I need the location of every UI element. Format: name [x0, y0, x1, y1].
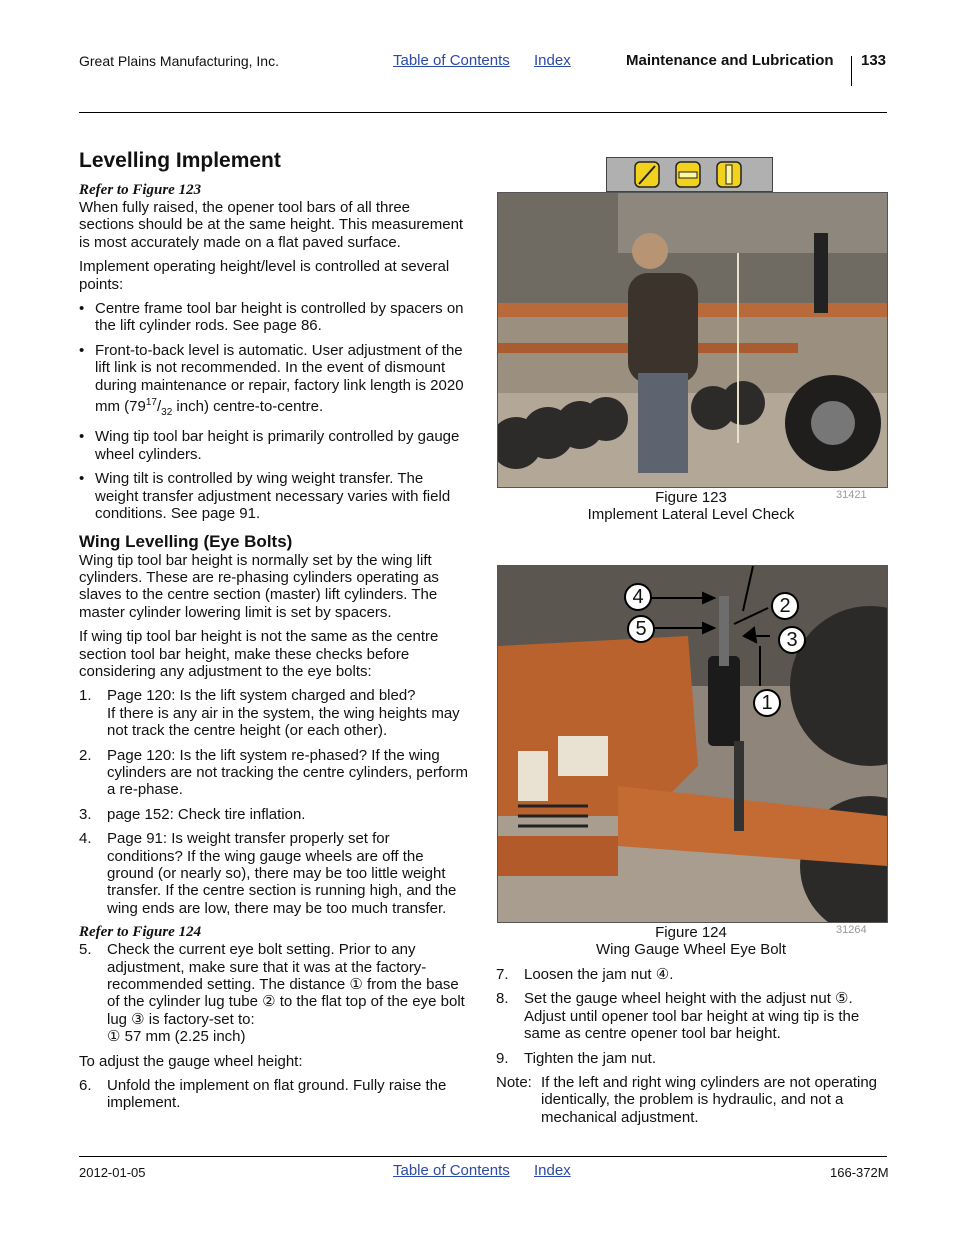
section-title: Levelling Implement [79, 149, 281, 172]
figure-123-photo [497, 192, 888, 488]
subsection-title: Wing Levelling (Eye Bolts) [79, 531, 293, 551]
list-item: 1. Page 120: Is the lift system charged and bled? If there is any air in the system, the wing heights may not track the centre height (or each other). [79, 687, 460, 740]
footer-doc-id: 166-372M [830, 1165, 889, 1180]
list-item: 4. Page 91: Is weight transfer properly set for conditions? If the wing gauge wheels are off the ground (or nearly so), there may be too little weight transfer. If the centre section is running high, and the wing ends are low, there may be too much transfer. [79, 830, 457, 917]
list-item: 8. Set the gauge wheel height with the adjust nut ⑤. Adjust until opener tool bar height at wing tip is the same as centre opener tool bar height. [496, 990, 860, 1043]
list-item: 6. Unfold the implement on flat ground. Fully raise the implement. [79, 1077, 447, 1112]
paragraph-4: If wing tip tool bar height is not the same as the centre section tool bar height, make these checks before considering any adjustment to the eye bolts: [79, 628, 439, 680]
figure-123-number: Figure 123 [655, 489, 727, 506]
header-index-link[interactable]: Index [534, 52, 571, 69]
page-number: 133 [861, 52, 887, 69]
header-rule [79, 112, 887, 113]
header-section: Maintenance and Lubrication [626, 52, 834, 69]
paragraph-2: Implement operating height/level is controlled at several points: [79, 258, 450, 293]
callout-3: 3 [778, 626, 806, 654]
footer-rule [79, 1156, 887, 1157]
bullet-list [79, 300, 469, 522]
vertical-level-icon [717, 162, 741, 187]
list-item: 3. page 152: Check tire inflation. [79, 805, 306, 823]
callout-5: 5 [627, 615, 655, 643]
figure-123-id: 31421 [836, 489, 867, 501]
check-list [79, 687, 469, 917]
footer-index-link[interactable]: Index [534, 1162, 571, 1179]
figure-124-photo [497, 565, 888, 923]
list-item: 7. Loosen the jam nut ④. [496, 966, 674, 983]
adjust-list [79, 941, 469, 1045]
factory-setting-value: ① 57 mm (2.25 inch) [107, 1028, 246, 1046]
right-steps [496, 966, 888, 1126]
paragraph-1: When fully raised, the opener tool bars of all three sections should be at the same height. This measurement is most accurately made on a flat paved surface. [79, 199, 464, 251]
callout-2: 2 [771, 592, 799, 620]
adjust-list-2 [79, 1077, 469, 1112]
footer-date: 2012-01-05 [79, 1165, 146, 1180]
list-item: 5. Check the current eye bolt setting. Prior to any adjustment, make sure that it was at the factory-recommended setting. The distance ① from the base of the cylinder lug tube ② to the flat top of the eye bolt lug ③ is factory-set to: ① 57 mm (2.25 inch) [79, 941, 465, 1046]
header-divider [851, 56, 852, 86]
left-column [79, 149, 469, 1119]
bullet-item: • Front-to-back level is automatic. User adjustment of the lift link is not recommended. In the event of dismount during maintenance or repair, factory link length is 2020 mm ($79^{17}/_{32}$ inch) centre-to-centre. [79, 342, 469, 422]
callout-1: 1 [753, 689, 781, 717]
paragraph-5: To adjust the gauge wheel height: [79, 1052, 303, 1070]
tilted-level-icon [635, 162, 659, 187]
figure-124-number: Figure 124 [655, 924, 727, 941]
note-text: If the left and right wing cylinders are not operating identically, the problem is hydraulic, and not a mechanical adjustment. [541, 1074, 878, 1126]
fraction-numerator: 17 [145, 397, 157, 409]
note [496, 1074, 888, 1126]
ref-figure-124: Refer to Figure 124 [79, 924, 202, 941]
bullet-item: • Wing tilt is controlled by wing weight transfer. The weight transfer adjustment necessary varies with field conditions. See page 91. [79, 470, 469, 522]
ref-figure-123: Refer to Figure 123 [79, 182, 202, 198]
list-item: 9. Tighten the jam nut. [496, 1049, 657, 1067]
adjust-list-3 [496, 966, 888, 1067]
footer-toc-link[interactable]: Table of Contents [393, 1162, 510, 1179]
figure-124-id: 31264 [836, 924, 867, 936]
header-toc-link[interactable]: Table of Contents [393, 52, 510, 69]
horizontal-level-icon [676, 162, 700, 187]
list-item: 2. Page 120: Is the lift system re-phased? If the wing cylinders are not tracking the centre cylinders, perform a re-phase. [79, 746, 468, 799]
fraction-denominator: 32 [161, 407, 173, 419]
bullet-item: • Wing tip tool bar height is primarily controlled by gauge wheel cylinders. [79, 428, 469, 463]
note-label: Note: [496, 1074, 532, 1092]
header-company: Great Plains Manufacturing, Inc. [79, 53, 279, 69]
level-icon-strip [606, 157, 773, 192]
paragraph-3: Wing tip tool bar height is normally set by the wing lift cylinders. These are re-phasing cylinders operating as slaves to the centre section (master) lift cylinders. The master cylinder lowering limit is set by spacers. [79, 551, 439, 621]
figure-124-caption: Wing Gauge Wheel Eye Bolt [595, 941, 787, 958]
bullet-item: • Centre frame tool bar height is controlled by spacers on the lift cylinder rods. See page 86. [79, 300, 469, 335]
callout-4: 4 [624, 583, 652, 611]
figure-123-caption: Implement Lateral Level Check [587, 506, 795, 523]
